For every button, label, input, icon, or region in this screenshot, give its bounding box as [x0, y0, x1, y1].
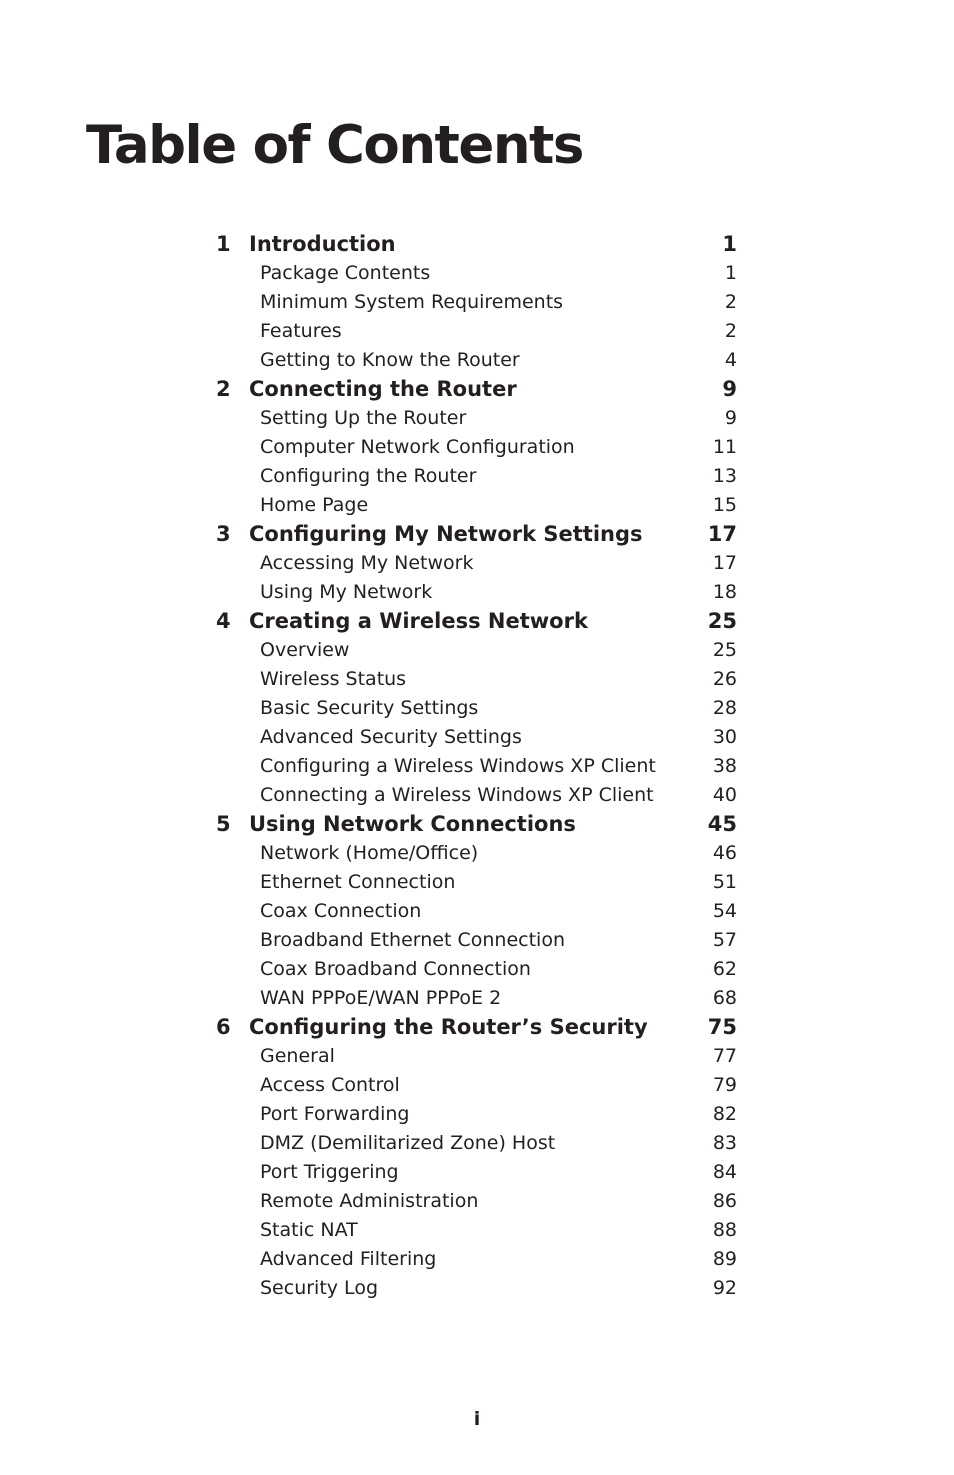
section-title: Security Log: [260, 1277, 378, 1299]
toc-section-entry[interactable]: [0, 955, 954, 984]
chapter-title: Connecting the Router: [249, 377, 517, 401]
toc-section-entry[interactable]: [0, 781, 954, 810]
toc-chapter-entry[interactable]: [0, 1013, 954, 1042]
page-ref: 26: [712, 668, 737, 690]
section-title: Ethernet Connection: [260, 871, 456, 893]
page-ref: 79: [712, 1074, 737, 1096]
section-title: Using My Network: [260, 581, 433, 603]
page-ref: 82: [712, 1103, 737, 1125]
toc-chapter-entry[interactable]: [0, 607, 954, 636]
toc-section-entry[interactable]: [0, 1245, 954, 1274]
toc-section-entry[interactable]: [0, 491, 954, 520]
section-title: Home Page: [260, 494, 369, 516]
section-title: Configuring a Wireless Windows XP Client: [260, 755, 656, 777]
page-ref: 77: [712, 1045, 737, 1067]
section-title: Package Contents: [260, 262, 431, 284]
toc-section-entry[interactable]: [0, 1187, 954, 1216]
page-ref: 17: [712, 552, 737, 574]
page-ref: 84: [712, 1161, 737, 1183]
page-ref: 11: [712, 436, 737, 458]
page-ref: 1: [724, 262, 737, 284]
chapter-title: Configuring the Router’s Security: [249, 1015, 648, 1039]
page-ref: 89: [712, 1248, 737, 1270]
section-title: Access Control: [260, 1074, 400, 1096]
page-ref: 25: [707, 609, 737, 633]
section-title: Configuring the Router: [260, 465, 477, 487]
page-ref: 88: [712, 1219, 737, 1241]
page-ref: 57: [712, 929, 737, 951]
page-ref: 54: [712, 900, 737, 922]
page-ref: 15: [712, 494, 737, 516]
page-ref: 25: [712, 639, 737, 661]
toc-section-entry[interactable]: [0, 433, 954, 462]
toc-section-entry[interactable]: [0, 462, 954, 491]
table-of-contents: [0, 230, 954, 1303]
toc-section-entry[interactable]: [0, 1158, 954, 1187]
section-title: Advanced Filtering: [260, 1248, 437, 1270]
section-title: Getting to Know the Router: [260, 349, 520, 371]
chapter-title: Creating a Wireless Network: [249, 609, 588, 633]
toc-section-entry[interactable]: [0, 1071, 954, 1100]
page-ref: 1: [722, 232, 737, 256]
section-title: WAN PPPoE/WAN PPPoE 2: [260, 987, 502, 1009]
chapter-title: Introduction: [249, 232, 396, 256]
page-ref: 46: [712, 842, 737, 864]
page-ref: 2: [724, 291, 737, 313]
chapter-number: 2: [216, 377, 231, 401]
chapter-number: 5: [216, 812, 231, 836]
page-ref: 13: [712, 465, 737, 487]
section-title: Network (Home/Office): [260, 842, 479, 864]
page-ref: 62: [712, 958, 737, 980]
toc-section-entry[interactable]: [0, 1129, 954, 1158]
toc-section-entry[interactable]: [0, 1042, 954, 1071]
toc-section-entry[interactable]: [0, 1216, 954, 1245]
page-ref: 86: [712, 1190, 737, 1212]
section-title: Setting Up the Router: [260, 407, 467, 429]
section-title: Static NAT: [260, 1219, 358, 1241]
toc-section-entry[interactable]: [0, 288, 954, 317]
toc-section-entry[interactable]: [0, 897, 954, 926]
toc-chapter-entry[interactable]: [0, 375, 954, 404]
chapter-number: 4: [216, 609, 231, 633]
page-ref: 83: [712, 1132, 737, 1154]
page-ref: 9: [724, 407, 737, 429]
section-title: Coax Broadband Connection: [260, 958, 531, 980]
toc-section-entry[interactable]: [0, 636, 954, 665]
toc-section-entry[interactable]: [0, 1100, 954, 1129]
section-title: Accessing My Network: [260, 552, 474, 574]
section-title: Port Triggering: [260, 1161, 399, 1183]
toc-section-entry[interactable]: [0, 578, 954, 607]
section-title: Advanced Security Settings: [260, 726, 522, 748]
toc-section-entry[interactable]: [0, 404, 954, 433]
toc-section-entry[interactable]: [0, 839, 954, 868]
page-ref: 28: [712, 697, 737, 719]
chapter-number: 6: [216, 1015, 231, 1039]
section-title: Wireless Status: [260, 668, 407, 690]
toc-chapter-entry[interactable]: [0, 520, 954, 549]
chapter-number: 3: [216, 522, 231, 546]
chapter-title: Using Network Connections: [249, 812, 576, 836]
page-ref: 75: [707, 1015, 737, 1039]
section-title: Connecting a Wireless Windows XP Client: [260, 784, 654, 806]
toc-section-entry[interactable]: [0, 984, 954, 1013]
section-title: Basic Security Settings: [260, 697, 479, 719]
toc-section-entry[interactable]: [0, 549, 954, 578]
chapter-number: 1: [216, 232, 231, 256]
page-ref: 18: [712, 581, 737, 603]
toc-section-entry[interactable]: [0, 694, 954, 723]
toc-chapter-entry[interactable]: [0, 810, 954, 839]
page-number: i: [473, 1408, 481, 1430]
page-ref: 2: [724, 320, 737, 342]
toc-section-entry[interactable]: [0, 1274, 954, 1303]
toc-section-entry[interactable]: [0, 926, 954, 955]
toc-section-entry[interactable]: [0, 259, 954, 288]
page-title: Table of Contents: [86, 115, 583, 176]
section-title: Port Forwarding: [260, 1103, 410, 1125]
section-title: Features: [260, 320, 342, 342]
toc-section-entry[interactable]: [0, 665, 954, 694]
page-ref: 68: [712, 987, 737, 1009]
page-ref: 45: [707, 812, 737, 836]
toc-section-entry[interactable]: [0, 723, 954, 752]
section-title: General: [260, 1045, 335, 1067]
page-ref: 38: [712, 755, 737, 777]
page-ref: 51: [712, 871, 737, 893]
section-title: Remote Administration: [260, 1190, 479, 1212]
page-ref: 30: [712, 726, 737, 748]
toc-section-entry[interactable]: [0, 317, 954, 346]
toc-chapter-entry[interactable]: [0, 230, 954, 259]
chapter-title: Configuring My Network Settings: [249, 522, 643, 546]
toc-section-entry[interactable]: [0, 752, 954, 781]
section-title: Broadband Ethernet Connection: [260, 929, 565, 951]
page-ref: 17: [707, 522, 737, 546]
toc-section-entry[interactable]: [0, 868, 954, 897]
toc-section-entry[interactable]: [0, 346, 954, 375]
page-ref: 4: [724, 349, 737, 371]
section-title: Overview: [260, 639, 350, 661]
page-ref: 9: [722, 377, 737, 401]
page-ref: 92: [712, 1277, 737, 1299]
section-title: DMZ (Demilitarized Zone) Host: [260, 1132, 556, 1154]
section-title: Computer Network Configuration: [260, 436, 575, 458]
page-ref: 40: [712, 784, 737, 806]
section-title: Minimum System Requirements: [260, 291, 564, 313]
section-title: Coax Connection: [260, 900, 422, 922]
